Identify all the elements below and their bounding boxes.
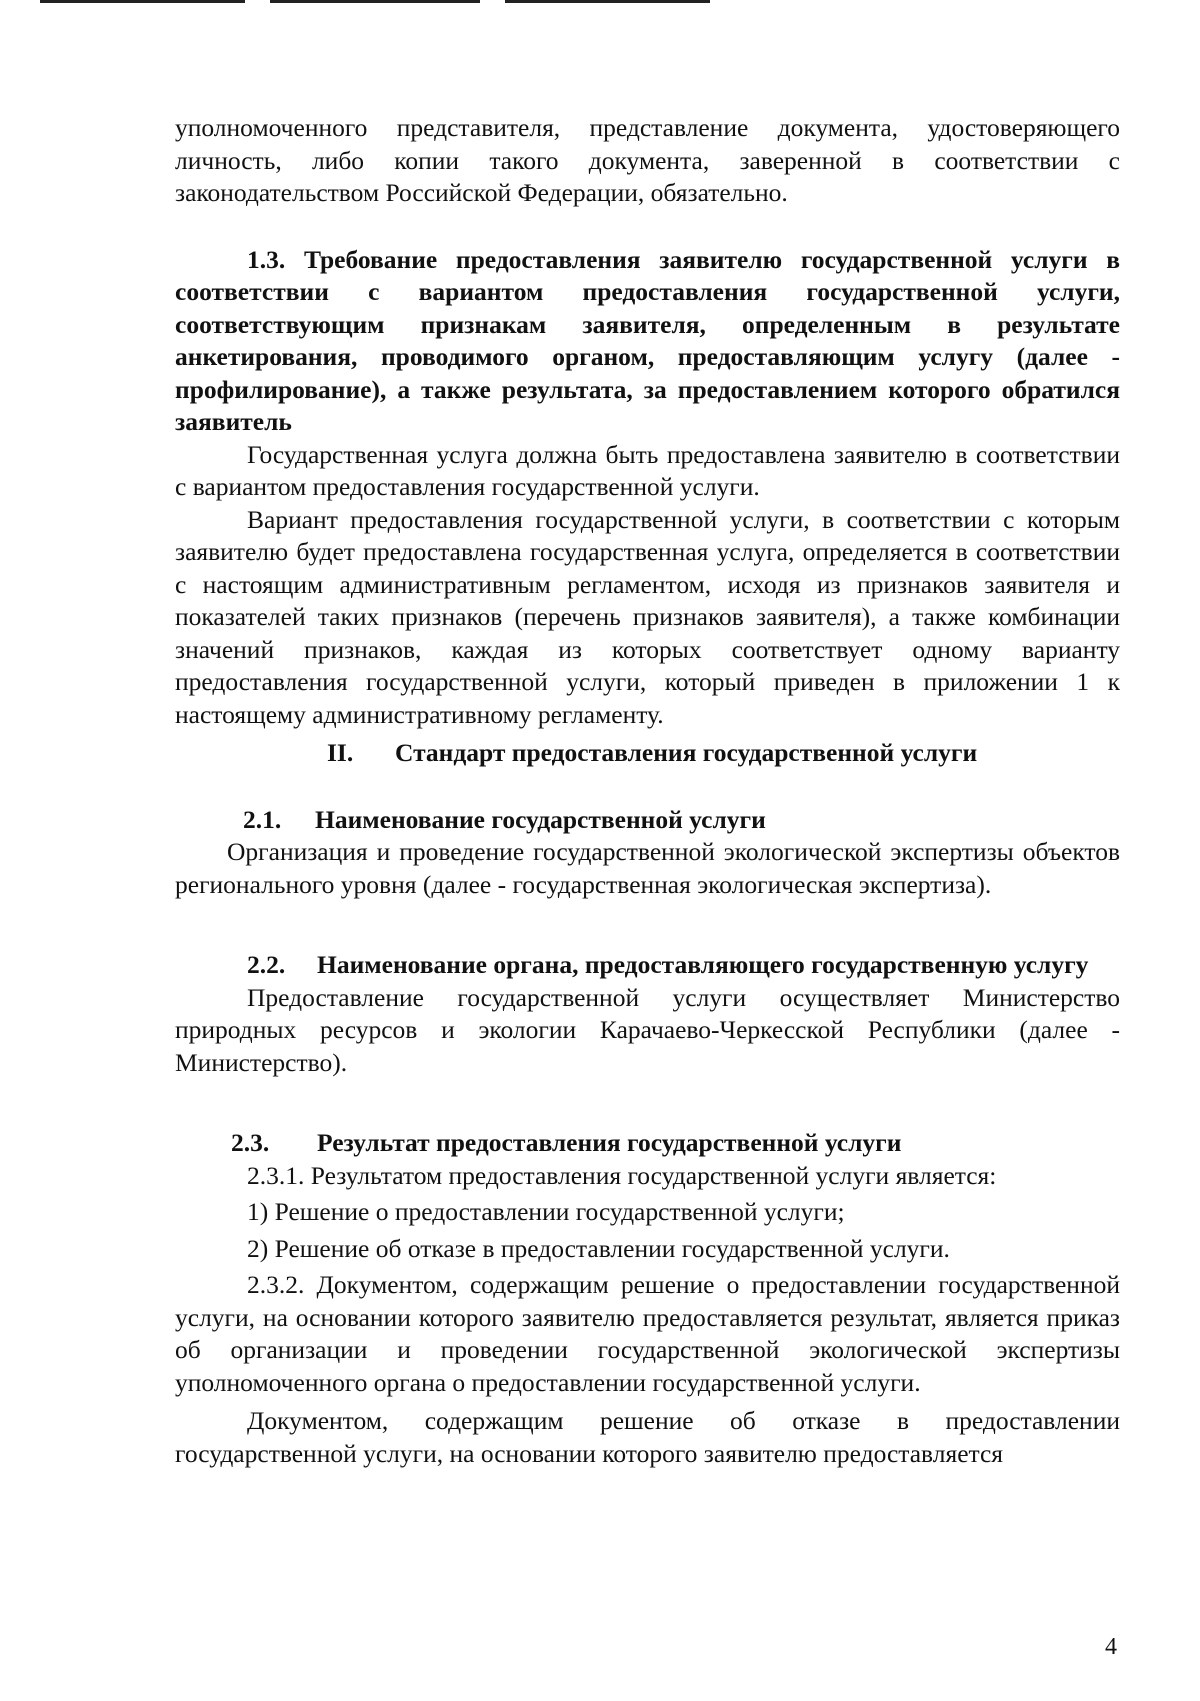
section-number: II. <box>327 738 354 767</box>
section-title: Наименование государственной услуги <box>315 804 766 834</box>
section-1-3-heading <box>175 244 1120 439</box>
section-title: Результат предоставления государственной услуги <box>317 1128 902 1157</box>
scan-artifact <box>270 0 480 3</box>
paragraph: Государственная услуга должна быть предоставлена заявителю в соответствии с вариантом предоставления государственной услуги. <box>175 439 1120 501</box>
section-2-1-heading <box>175 804 1120 837</box>
section-number: 2.2. <box>247 950 286 979</box>
paragraph: 2.3.2. Документом, содержащим решение о предоставлении государственной услуги, на основании которого заявителю предоставляется результат, является приказ об организации и проведении государственной экологической экспертизы уполномоченного органа о предоставлении государственной услуги. <box>175 1270 1120 1397</box>
list-item: 1) Решение о предоставлении государственной услуги; <box>247 1197 845 1226</box>
section-number: 1.3. <box>247 244 286 274</box>
paragraph: Документом, содержащим решение об отказе в предоставлении государственной услуги, на основании которого заявителю предоставляется <box>175 1406 1120 1468</box>
section-title: Стандарт предоставления государственной услуги <box>395 738 978 767</box>
scan-artifact <box>40 0 245 3</box>
section-2-heading <box>175 737 1120 770</box>
paragraph: 2.3.1. Результатом предоставления государственной услуги является: <box>247 1160 997 1190</box>
section-number: 2.1. <box>243 804 282 834</box>
scan-artifact <box>505 0 710 3</box>
paragraph: Предоставление государственной услуги осуществляет Министерство природных ресурсов и экологии Карачаево-Черкесской Республики (далее - Министерство). <box>175 982 1120 1077</box>
list-item: 2) Решение об отказе в предоставлении государственной услуги. <box>247 1233 950 1263</box>
page-number: 4 <box>1105 1634 1117 1660</box>
paragraph: Вариант предоставления государственной услуги, в соответствии с которым заявителю будет предоставлена государственная услуга, определяется в соответствии с настоящим административным регламентом, исходя из признаков заявителя и показателей таких признаков (перечень признаков заявителя), а также комбинации значений признаков, каждая из которых соответствует одному варианту предоставления государственной услуги, который приведен в приложении 1 к настоящему административному регламенту. <box>175 504 1120 729</box>
paragraph: Организация и проведение государственной экологической экспертизы объектов регионального уровня (далее - государственная экологическая экспертиза). <box>175 837 1120 899</box>
section-title: Наименование органа, предоставляющего государственную услугу <box>317 950 1089 979</box>
paragraph-continuation: уполномоченного представителя, представление документа, удостоверяющего личность, либо копии такого документа, заверенной в соответствии с законодательством Российской Федерации, обязательно. <box>175 113 1120 207</box>
section-number: 2.3. <box>231 1128 270 1157</box>
document-page <box>175 112 1120 1470</box>
section-2-2-heading <box>175 949 1120 982</box>
section-2-3-heading <box>175 1127 1120 1160</box>
section-title: Требование предоставления заявителю государственной услуги в соответствии с вариантом предоставления государственной услуги, соответствующим признакам заявителя, определенным в результате анкетирования, проводимого органом, предоставляющим услугу (далее - профилирование), а также результата, за предоставлением которого обратился заявитель <box>175 244 1120 436</box>
